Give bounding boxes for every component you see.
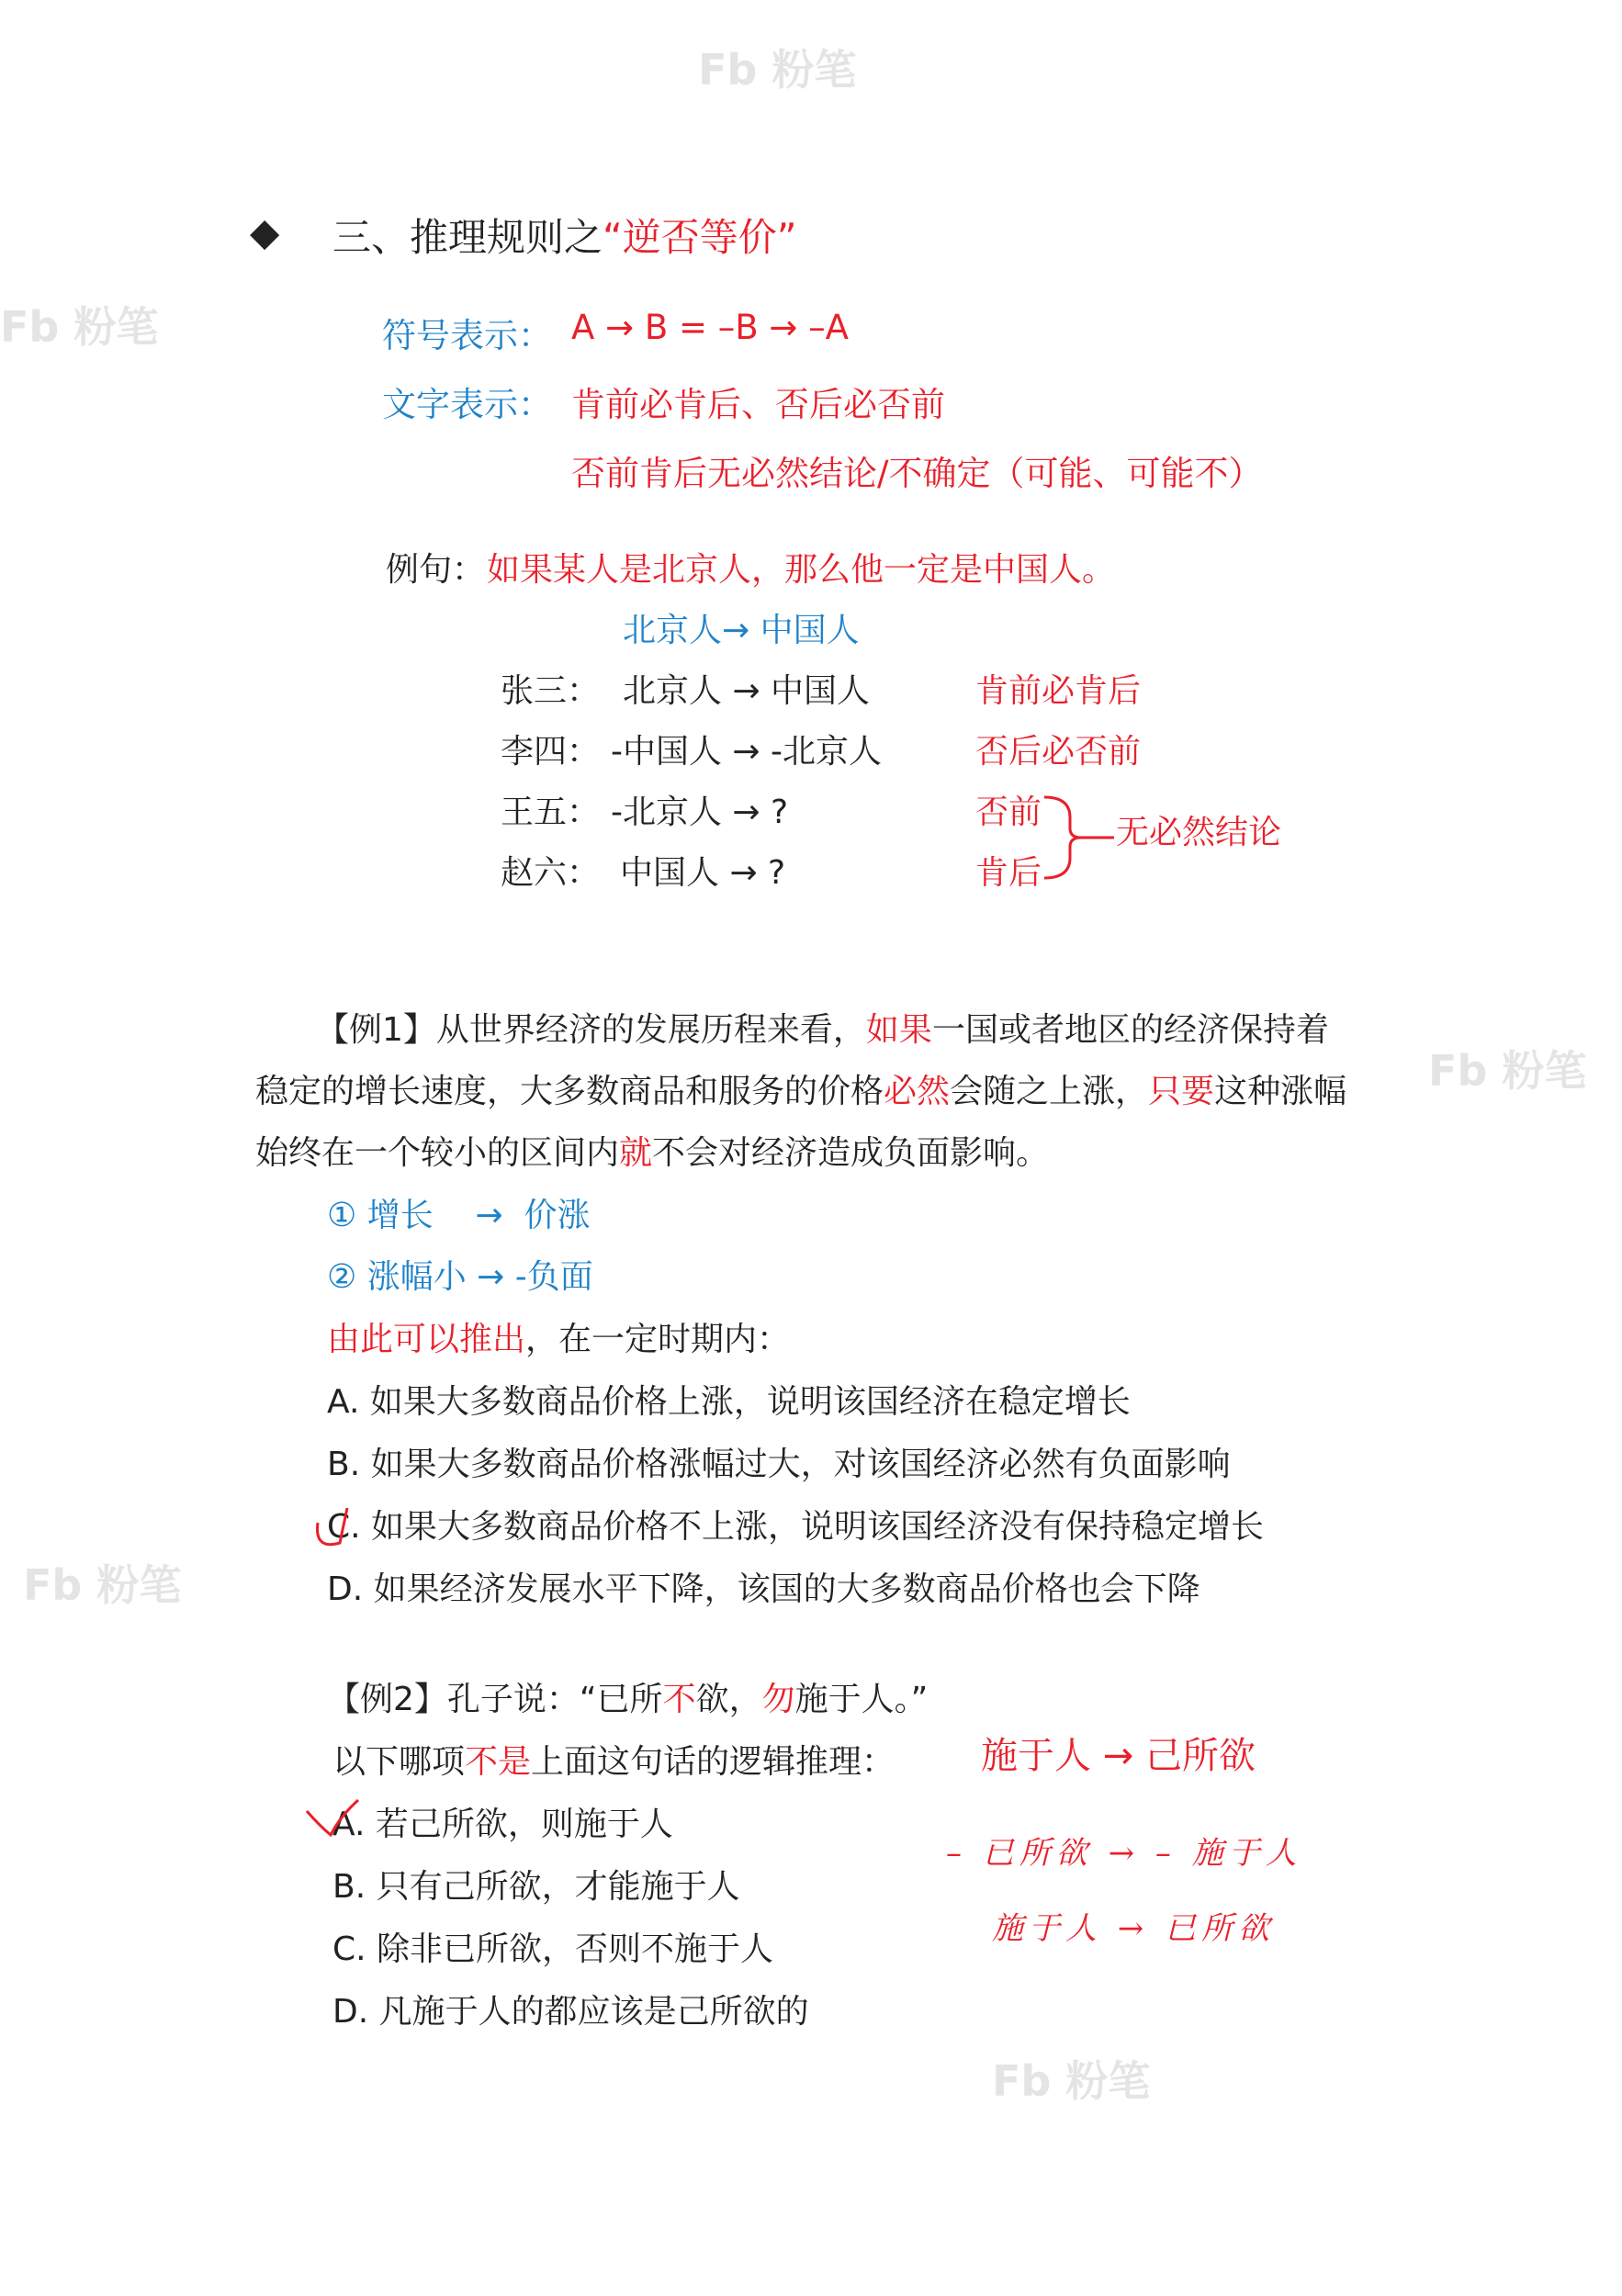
heading-bullet: ◆ — [250, 209, 280, 254]
ex1-paragraph-line3 — [255, 1127, 1049, 1174]
ex2-text: 施于人。” — [794, 1681, 929, 1718]
ex2-question-line1 — [327, 1673, 928, 1720]
row-expression: 中国人 → ? — [620, 854, 786, 892]
ex1-tag: 【例1】 — [316, 1011, 436, 1049]
ex1-text: 从世界经济的发展历程来看， — [435, 1011, 866, 1049]
ex2-text: 上面这句话的逻辑推理： — [531, 1743, 895, 1781]
example-label: 例句： — [386, 551, 486, 589]
ex2-option-c: C. 除非已所欲，否则不施于人 — [332, 1930, 774, 1968]
ex2-keyword: 不是 — [465, 1743, 532, 1781]
row-expression: -北京人 → ? — [611, 793, 789, 831]
ex2-text: 孔子说：“已所 — [446, 1681, 663, 1718]
ex2-text: 欲， — [695, 1681, 762, 1718]
answer-mark-icon — [310, 1503, 366, 1558]
row-expression: -中国人 → -北京人 — [611, 733, 883, 771]
ex1-keyword: 就 — [619, 1134, 653, 1172]
ex1-keyword: 只要 — [1148, 1073, 1215, 1110]
heading-prefix: 三、推理规则之 — [332, 215, 603, 260]
row-expression: 北京人 → 中国人 — [623, 672, 871, 710]
ex2-question-line2 — [332, 1736, 895, 1783]
ex1-paragraph-line2 — [255, 1065, 1346, 1112]
watermark: Fb 粉笔 — [1428, 1046, 1587, 1096]
watermark: Fb 粉笔 — [992, 2056, 1151, 2106]
ex1-question-text: ，在一定时期内： — [525, 1321, 791, 1358]
ex2-option-b: B. 只有己所欲，才能施于人 — [332, 1868, 740, 1906]
brace-icon — [1042, 792, 1116, 884]
row-note: 否后必否前 — [975, 733, 1142, 771]
no-conclusion-label: 无必然结论 — [1116, 814, 1282, 851]
ex1-text: 始终在一个较小的区间内 — [255, 1134, 620, 1172]
heading-highlight: “逆否等价” — [603, 215, 797, 260]
ex1-text: 会随之上涨， — [950, 1073, 1149, 1110]
ex1-text: 不会对经济造成负面影响。 — [652, 1134, 1050, 1172]
symbol-label: 符号表示： — [382, 316, 552, 355]
row-name: 张三： — [501, 672, 601, 710]
symbol-expression: A → B = –B → –A — [571, 308, 849, 347]
ex1-text: 一国或者地区的经济保持着 — [931, 1011, 1329, 1049]
ex1-question — [327, 1313, 790, 1360]
ex1-option-b: B. 如果大多数商品价格涨幅过大，对该国经济必然有负面影响 — [327, 1446, 1231, 1483]
ex1-note-2: ② 涨幅小 → -负面 — [327, 1258, 593, 1296]
row-name: 王五： — [501, 793, 601, 831]
row-name: 赵六： — [501, 854, 601, 892]
ex1-question-keyword: 由此可以推出 — [327, 1321, 526, 1358]
handwritten-note-1: – 已所欲 → – 施于人 — [946, 1835, 1302, 1872]
watermark: Fb 粉笔 — [0, 302, 159, 352]
text-label: 文字表示： — [382, 385, 552, 424]
ex2-keyword: 勿 — [761, 1681, 795, 1718]
ex1-option-d: D. 如果经济发展水平下降，该国的大多数商品价格也会下降 — [327, 1570, 1200, 1608]
ex1-text: 这种涨幅 — [1214, 1073, 1347, 1110]
ex2-side-rule: 施于人 → 己所欲 — [981, 1735, 1256, 1777]
watermark: Fb 粉笔 — [698, 45, 857, 95]
example-rule: 北京人→ 中国人 — [623, 612, 860, 649]
watermark: Fb 粉笔 — [23, 1560, 182, 1610]
ex2-option-a: A. 若己所欲，则施于人 — [332, 1806, 673, 1843]
ex1-keyword: 必然 — [884, 1073, 951, 1110]
row-note: 否前 — [975, 793, 1042, 831]
ex1-keyword: 如果 — [865, 1011, 932, 1049]
ex2-text: 以下哪项 — [332, 1743, 466, 1781]
row-name: 李四： — [501, 733, 601, 771]
row-note: 肯前必肯后 — [975, 672, 1142, 710]
row-note: 肯后 — [975, 854, 1042, 892]
ex1-option-a: A. 如果大多数商品价格上涨，说明该国经济在稳定增长 — [327, 1383, 1131, 1421]
text-line-1: 肯前必肯后、否后必否前 — [571, 385, 945, 424]
ex1-text: 稳定的增长速度，大多数商品和服务的价格 — [255, 1073, 884, 1110]
ex2-tag: 【例2】 — [327, 1681, 447, 1718]
ex1-note-1: ① 增长 → 价涨 — [327, 1197, 591, 1234]
ex1-option-c: C. 如果大多数商品价格不上涨，说明该国经济没有保持稳定增长 — [327, 1508, 1265, 1546]
text-line-2: 否前肯后无必然结论/不确定（可能、可能不） — [571, 454, 1263, 493]
ex2-keyword: 不 — [662, 1681, 696, 1718]
check-mark-icon — [303, 1798, 367, 1844]
ex2-option-d: D. 凡施于人的都应该是己所欲的 — [332, 1993, 809, 2031]
page-heading — [332, 208, 797, 263]
ex1-paragraph-line1 — [255, 1004, 1329, 1051]
example-sentence: 如果某人是北京人，那么他一定是中国人。 — [487, 551, 1116, 589]
handwritten-note-2: 施于人 → 已所欲 — [992, 1910, 1276, 1947]
